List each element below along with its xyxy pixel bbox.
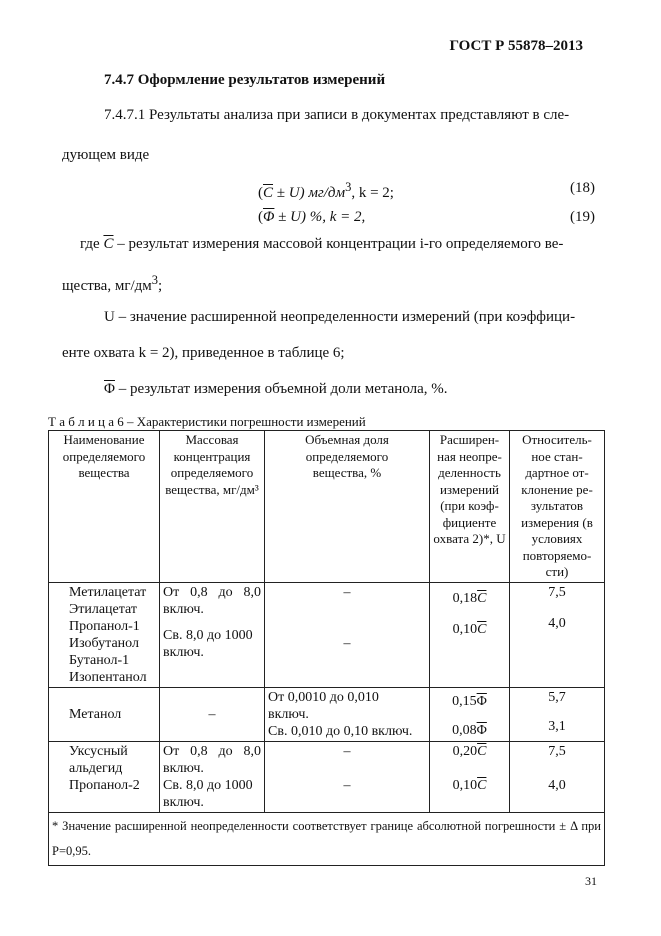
- header-mass-concentration: Массовая концентрация определяемого вещества, мг/дм³: [160, 431, 265, 583]
- substance-cell: Уксусный альдегид Пропанол-2: [49, 741, 160, 812]
- mean-volume-fraction-symbol: $\overline{\Phi}$: [104, 381, 115, 397]
- table-row: [49, 741, 605, 812]
- equation-18-tail: , k = 2;: [351, 185, 394, 201]
- table-row: [49, 582, 605, 687]
- relative-sd-cell: 5,7 3,1: [510, 687, 605, 741]
- uncertainty-cell: $0,15\overline{\Phi}$ $0,08\overline{\Phi}$: [430, 687, 510, 741]
- paragraph-line: дующем виде: [62, 147, 150, 163]
- relative-sd-cell: 7,5 4,0: [510, 741, 605, 812]
- equation-number-19: (19): [570, 209, 595, 225]
- table-footnote-row: [49, 812, 605, 865]
- header-expanded-uncertainty: Расширен- ная неопре- деленность измерений (при коэф- фициенте охвата 2)*, U: [430, 431, 510, 583]
- substance-cell: Метилацетат Этилацетат Пропанол-1 Изобутанол Бутанол-1 Изопентанол: [49, 582, 160, 687]
- equation-18: $(\overline{C} \pm U)$ $мг/дм^3$, k = 2;: [258, 180, 394, 201]
- equation-19: $(\overline{\Phi} \pm U)$ %, k = 2,: [258, 209, 366, 225]
- mean-concentration-symbol: $\overline{C}$: [103, 236, 114, 252]
- superscript: 3: [345, 180, 352, 194]
- header-volume-fraction: Объемная доля определяемого вещества, %: [265, 431, 430, 583]
- table-header-row: [49, 431, 605, 583]
- relative-sd-cell: 7,5 4,0: [510, 582, 605, 687]
- header-substance: Наименование определяемого вещества: [49, 431, 160, 583]
- table-footnote: * Значение расширенной неопределенности соответствует границе абсолютной погрешности ± Δ при P=0,95.: [49, 812, 605, 865]
- page-number: 31: [585, 874, 597, 888]
- u-definition-line: U – значение расширенной неопределенности измерений (при коэффици-: [104, 309, 576, 325]
- volume-fraction-cell: – –: [265, 582, 430, 687]
- equation-18-body: ± U) мг/дм: [273, 185, 346, 201]
- substance-cell: Метанол: [49, 687, 160, 741]
- table-row: [49, 687, 605, 741]
- mean-volume-fraction-symbol: $\overline{\Phi}$: [263, 209, 275, 225]
- volume-fraction-cell: – –: [265, 741, 430, 812]
- section-title: 7.4.7 Оформление результатов измерений: [104, 72, 386, 88]
- uncertainty-cell: $0,18\overline{C}$ $0,10\overline{C}$: [430, 582, 510, 687]
- measurement-error-table: [48, 430, 605, 866]
- u-definition-line: енте охвата k = 2), приведенное в таблице 6;: [62, 345, 345, 361]
- mass-concentration-cell: От 0,8 до 8,0 включ. Св. 8,0 до 1000 включ.: [160, 741, 265, 812]
- header-relative-sd: Относитель- ное стан- дартное от- клонение ре- зультатов измерения (в условиях повторяемо- сти): [510, 431, 605, 583]
- document-code: ГОСТ Р 55878–2013: [449, 38, 583, 54]
- mass-concentration-cell: –: [160, 687, 265, 741]
- mass-concentration-cell: От 0,8 до 8,0 включ. Св. 8,0 до 1000 включ.: [160, 582, 265, 687]
- mean-concentration-symbol: $\overline{C}$: [263, 185, 274, 201]
- equation-number-18: (18): [570, 180, 595, 196]
- phi-definition-line: $\overline{\Phi}$ – результат измерения объемной доли метанола, %.: [104, 381, 448, 397]
- volume-fraction-cell: От 0,0010 до 0,010 включ. Св. 0,010 до 0,10 включ.: [265, 687, 430, 741]
- table-caption: Т а б л и ц а 6 – Характеристики погрешности измерений: [48, 414, 366, 429]
- where-line: где $\overline{C}$ – результат измерения массовой концентрации i-го определяемого ве-: [80, 236, 564, 252]
- paragraph-line: 7.4.7.1 Результаты анализа при записи в документах представляют в сле-: [104, 107, 570, 123]
- where-line: щества, $мг/дм^3$;: [62, 273, 163, 294]
- uncertainty-cell: $0,20\overline{C}$ $0,10\overline{C}$: [430, 741, 510, 812]
- equation-19-body: ± U) %, k = 2,: [274, 209, 366, 225]
